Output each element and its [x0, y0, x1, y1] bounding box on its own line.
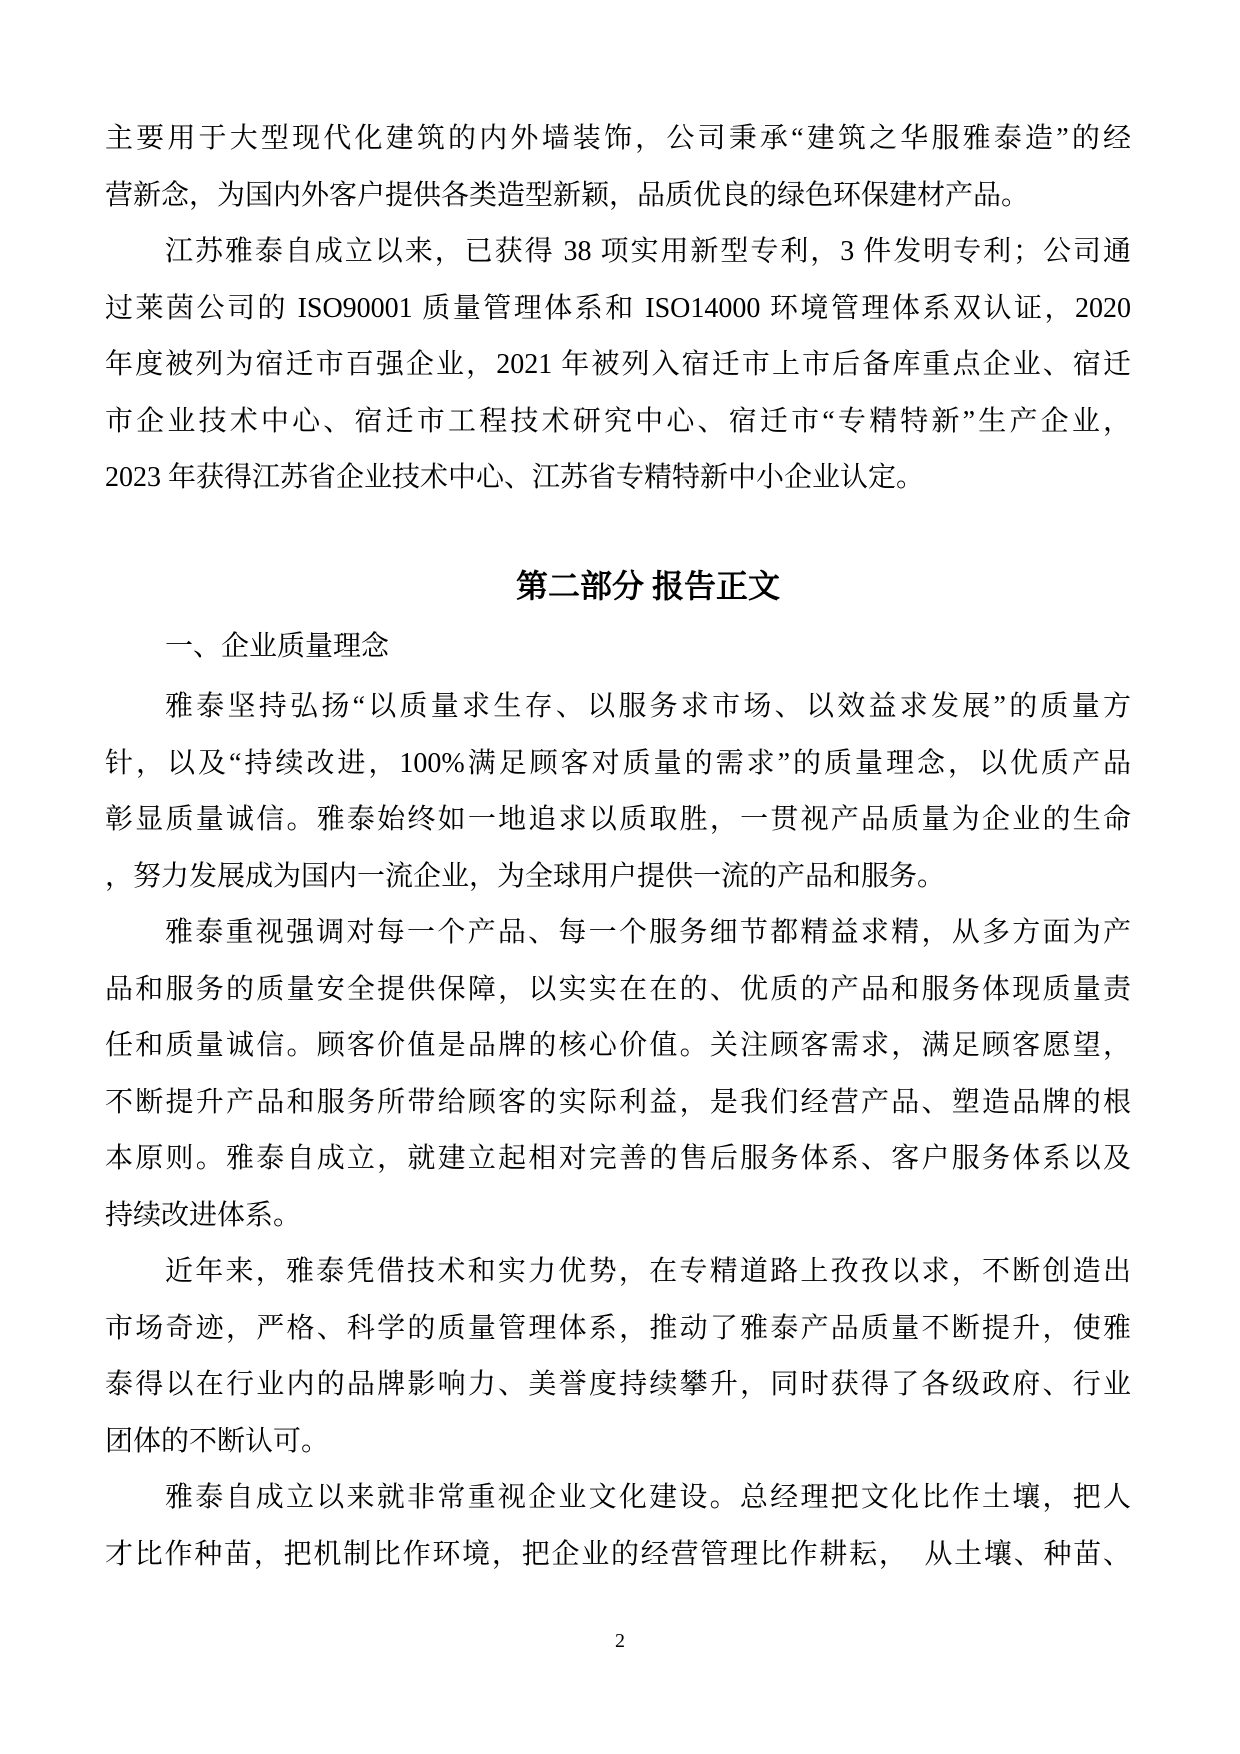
- text-line: 持续改进体系。: [105, 1199, 302, 1231]
- text-line: 近年来，雅泰凭借技术和实力优势，在专精道路上孜孜以求，不断创造出: [165, 1256, 1131, 1287]
- text-line: 不断提升产品和服务所带给顾客的实际利益，是我们经营产品、塑造品牌的根: [105, 1086, 1131, 1118]
- paragraph-quality-policy: [105, 679, 1131, 905]
- text-line: 主要用于大型现代化建筑的内外墙装饰，公司秉承“建筑之华服雅泰造”的经: [105, 123, 1131, 154]
- text-line: 雅泰自成立以来就非常重视企业文化建设。总经理把文化比作土壤，把人: [165, 1482, 1131, 1513]
- text-line: 市企业技术中心、宿迁市工程技术研究中心、宿迁市“专精特新”生产企业，: [105, 405, 1131, 437]
- text-line: 彰显质量诚信。雅泰始终如一地追求以质取胜，一贯视产品质量为企业的生命: [105, 804, 1131, 835]
- text-line: 品和服务的质量安全提供保障，以实实在在的、优质的产品和服务体现质量责: [105, 973, 1131, 1005]
- text-line: 年度被列为宿迁市百强企业，2021 年被列入宿迁市上市后备库重点企业、宿迁: [105, 349, 1131, 380]
- section1-title: [105, 619, 1131, 676]
- paragraph-corporate-culture: [105, 1470, 1131, 1583]
- part2-heading: 第二部分 报告正文: [515, 568, 780, 604]
- text-line: 一、企业质量理念: [165, 631, 390, 662]
- paragraph-patents-certifications: [105, 224, 1131, 507]
- text-line: 2023 年获得江苏省企业技术中心、江苏省专精特新中小企业认定。: [105, 462, 925, 493]
- text-line: 团体的不断认可。: [105, 1425, 330, 1457]
- text-line: 才比作种苗，把机制比作环境，把企业的经营管理比作耕耘， 从土壤、种苗、: [105, 1538, 1131, 1570]
- text-line: 雅泰重视强调对每一个产品、每一个服务细节都精益求精，从多方面为产: [165, 917, 1131, 948]
- text-line: 泰得以在行业内的品牌影响力、美誉度持续攀升，同时获得了各级政府、行业: [105, 1369, 1131, 1400]
- text-line: 市场奇迹，严格、科学的质量管理体系，推动了雅泰产品质量不断提升，使雅: [105, 1312, 1131, 1344]
- paragraph-intro-continuation: [105, 111, 1131, 224]
- text-line: 雅泰坚持弘扬“以质量求生存、以服务求市场、以效益求发展”的质量方: [165, 691, 1131, 722]
- text-line: 针，以及“持续改进，100%满足顾客对质量的需求”的质量理念，以优质产品: [105, 747, 1131, 779]
- text-line: 营新念，为国内外客户提供各类造型新颖，品质优良的绿色环保建材产品。: [105, 179, 1030, 211]
- text-line: 过莱茵公司的 ISO90001 质量管理体系和 ISO14000 环境管理体系双认证，2020: [105, 292, 1131, 324]
- text-line: 本原则。雅泰自成立，就建立起相对完善的售后服务体系、客户服务体系以及: [105, 1143, 1131, 1174]
- text-line: 江苏雅泰自成立以来，已获得 38 项实用新型专利，3 件发明专利；公司通: [165, 236, 1131, 267]
- text-line: 任和质量诚信。顾客价值是品牌的核心价值。关注顾客需求，满足顾客愿望，: [105, 1030, 1131, 1061]
- text-line: ，努力发展成为国内一流企业，为全球用户提供一流的产品和服务。: [105, 860, 946, 892]
- paragraph-customer-value: [105, 905, 1131, 1244]
- paragraph-recent-years: [105, 1244, 1131, 1470]
- page-number: 2: [615, 1630, 625, 1652]
